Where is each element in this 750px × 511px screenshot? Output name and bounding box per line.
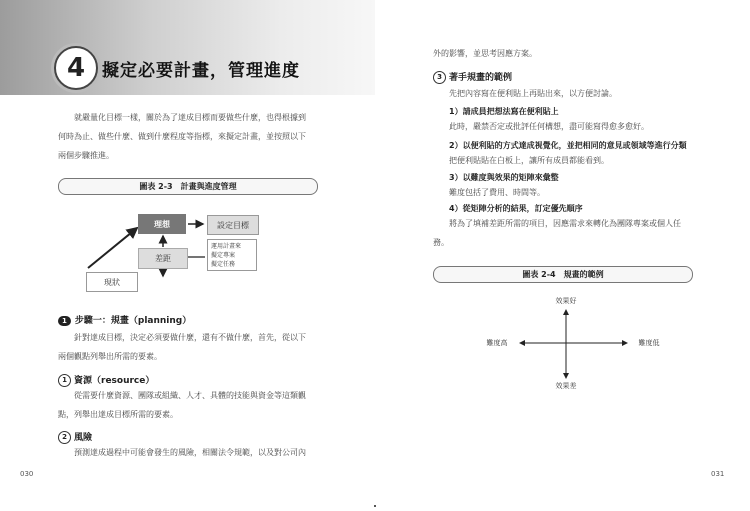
resource-paragraph (58, 386, 358, 424)
sub2-text: 把便利貼貼在白板上，讓所有成員都能看到。 (449, 156, 609, 165)
step-line: 兩個觀點列舉出所需的要素。 (58, 352, 162, 361)
sub4-line: 將為了填補差距所需的項目，因應需求來轉化為團隊專案或個人任 (449, 219, 681, 228)
figure-2-3-title: 圖表 2-3 計畫與進度管理 (58, 178, 318, 195)
continued-line: 外的影響，並思考因應方案。 (433, 49, 537, 58)
intro-line: 兩個步驟推進。 (58, 151, 114, 160)
risk-number: 2 (58, 431, 71, 444)
example-intro: 先把內容寫在便利貼上再貼出來，以方便討論。 (449, 89, 617, 98)
step-one-paragraph (58, 328, 358, 366)
resource-heading-text: 資源（resource） (74, 376, 155, 386)
ideal-box: 理想 (138, 214, 186, 234)
apply-line: 擬定任務 (211, 261, 236, 268)
example-number: 3 (433, 71, 446, 84)
current-state-box: 現狀 (86, 272, 138, 292)
step-tag: 1 (58, 316, 71, 326)
resource-number: 1 (58, 374, 71, 387)
gutter-mark (374, 505, 376, 507)
progress-arrow (88, 228, 137, 268)
sub3-text: 難度包括了費用、時間等。 (449, 188, 545, 197)
apply-line: 運用計畫來 (211, 243, 242, 250)
figure-2-4-title: 圖表 2-4 規畫的範例 (433, 266, 693, 283)
step-heading-text: 步驟一：規畫（planning） (74, 316, 192, 326)
intro-line: 何時為止、做些什麼、做到什麼程度等指標，來擬定計畫，並按照以下 (58, 132, 306, 141)
matrix-left-label: 難度高 (486, 339, 508, 347)
resource-line: 點，列舉出達成目標所需的要素。 (58, 410, 178, 419)
matrix-right-label: 難度低 (638, 339, 660, 347)
sub2-heading: 2）以便利貼的方式達成視覺化，並把相同的意見或領域等進行分類 (449, 141, 687, 150)
intro-line: 就嚴量化目標一樣，關於為了達成目標而要做些什麼，也得根據到 (74, 113, 306, 122)
resource-heading (58, 373, 154, 387)
set-goal-box: 設定目標 (207, 215, 259, 235)
sub1-heading: 1）請成員把想法寫在便利貼上 (449, 107, 559, 116)
step-line: 針對達成目標，決定必須要做什麼，還有不做什麼，首先，從以下 (74, 333, 306, 342)
sub3-heading: 3）以難度與效果的矩陣來彙整 (449, 173, 559, 182)
right-page (375, 0, 750, 511)
chapter-number-badge: 4 (54, 46, 98, 90)
page-number-right: 031 (711, 470, 725, 478)
sub1-text: 此時，嚴禁否定或批評任何構想，盡可能寫得愈多愈好。 (449, 122, 649, 131)
resource-line: 從需要什麼資源、團隊或組織、人才、具體的技能與資金等這類觀 (74, 391, 306, 400)
page-number-left: 030 (20, 470, 34, 478)
sub4-heading: 4）從矩陣分析的結果，訂定優先順序 (449, 204, 583, 213)
example-heading-text: 著手規畫的範例 (449, 73, 513, 83)
risk-paragraph (58, 443, 358, 462)
matrix-top-label: 效果好 (555, 297, 577, 305)
chapter-title: 擬定必要計畫，管理進度 (102, 61, 300, 81)
matrix-bottom-label: 效果差 (555, 382, 577, 390)
sub4-line: 務。 (433, 238, 449, 247)
apply-plan-box (207, 239, 257, 271)
matrix-axes (375, 0, 750, 511)
step-one-heading (58, 313, 191, 326)
gap-box: 差距 (138, 248, 188, 269)
risk-heading-text: 風險 (74, 433, 93, 443)
risk-line: 預測達成過程中可能會發生的風險，相關法令規範，以及對公司內 (74, 448, 306, 457)
apply-line: 擬定專案 (211, 252, 236, 259)
risk-heading (58, 430, 92, 444)
